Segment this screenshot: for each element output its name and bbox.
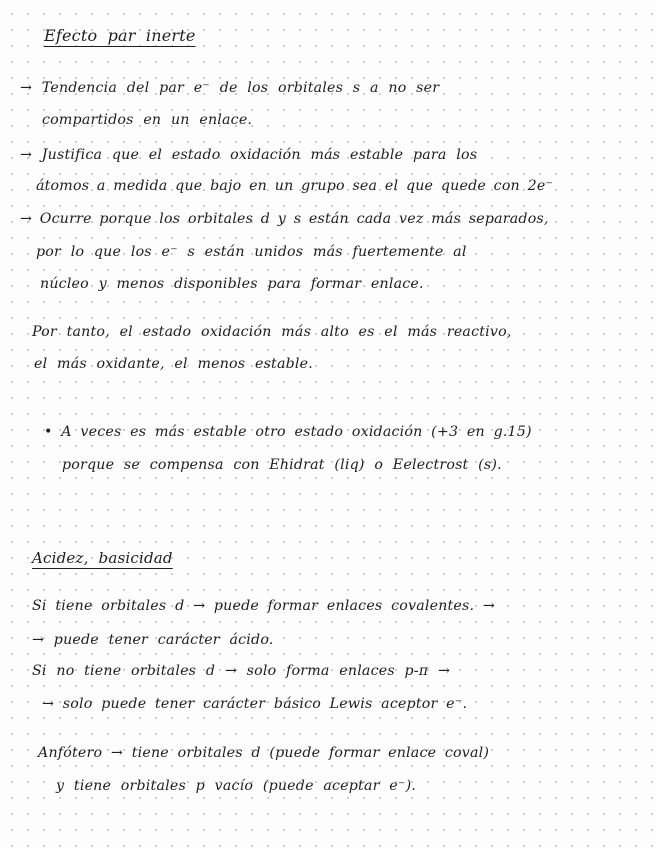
anfotero-line: Anfótero → tiene orbitales d (puede formar enlace coval) (38, 745, 490, 761)
note-line: → solo puede tener carácter básico Lewis aceptor e⁻. (42, 696, 468, 712)
note-line: → Justifica que el estado oxidación más estable para los (20, 147, 478, 163)
note-line: Si tiene orbitales d → puede formar enlaces covalentes. → (32, 598, 496, 614)
anfotero-line: y tiene orbitales p vacío (puede aceptar e⁻). (56, 778, 417, 794)
note-line: compartidos en un enlace. (42, 112, 253, 128)
note-line: núcleo y menos disponibles para formar enlace. (40, 276, 424, 292)
conclusion-line: Por tanto, el estado oxidación más alto es el más reactivo, (32, 324, 512, 340)
note-line: → puede tener carácter ácido. (32, 632, 274, 648)
note-line: por lo que los e⁻ s están unidos más fuertemente al (36, 244, 467, 260)
note-line: átomos a medida que bajo en un grupo sea el que quede con 2e⁻ (36, 178, 554, 194)
note-line: → Ocurre porque los orbitales d y s están cada vez más separados, (20, 211, 549, 227)
section-title-acidez-basicidad: Acidez, basicidad (32, 549, 173, 567)
conclusion-line: el más oxidante, el menos estable. (34, 356, 313, 372)
note-line: Si no tiene orbitales d → solo forma enlaces p-π → (32, 663, 451, 679)
bullet-note-line: • A veces es más estable otro estado oxidación (+3 en g.15) (44, 424, 532, 440)
bullet-note-line: porque se compensa con Ehidrat (liq) o Eelectrost (s). (62, 457, 502, 473)
note-line: → Tendencia del par e⁻ de los orbitales s a no ser (20, 80, 440, 96)
section-title-efecto-par-inerte: Efecto par inerte (44, 26, 196, 45)
